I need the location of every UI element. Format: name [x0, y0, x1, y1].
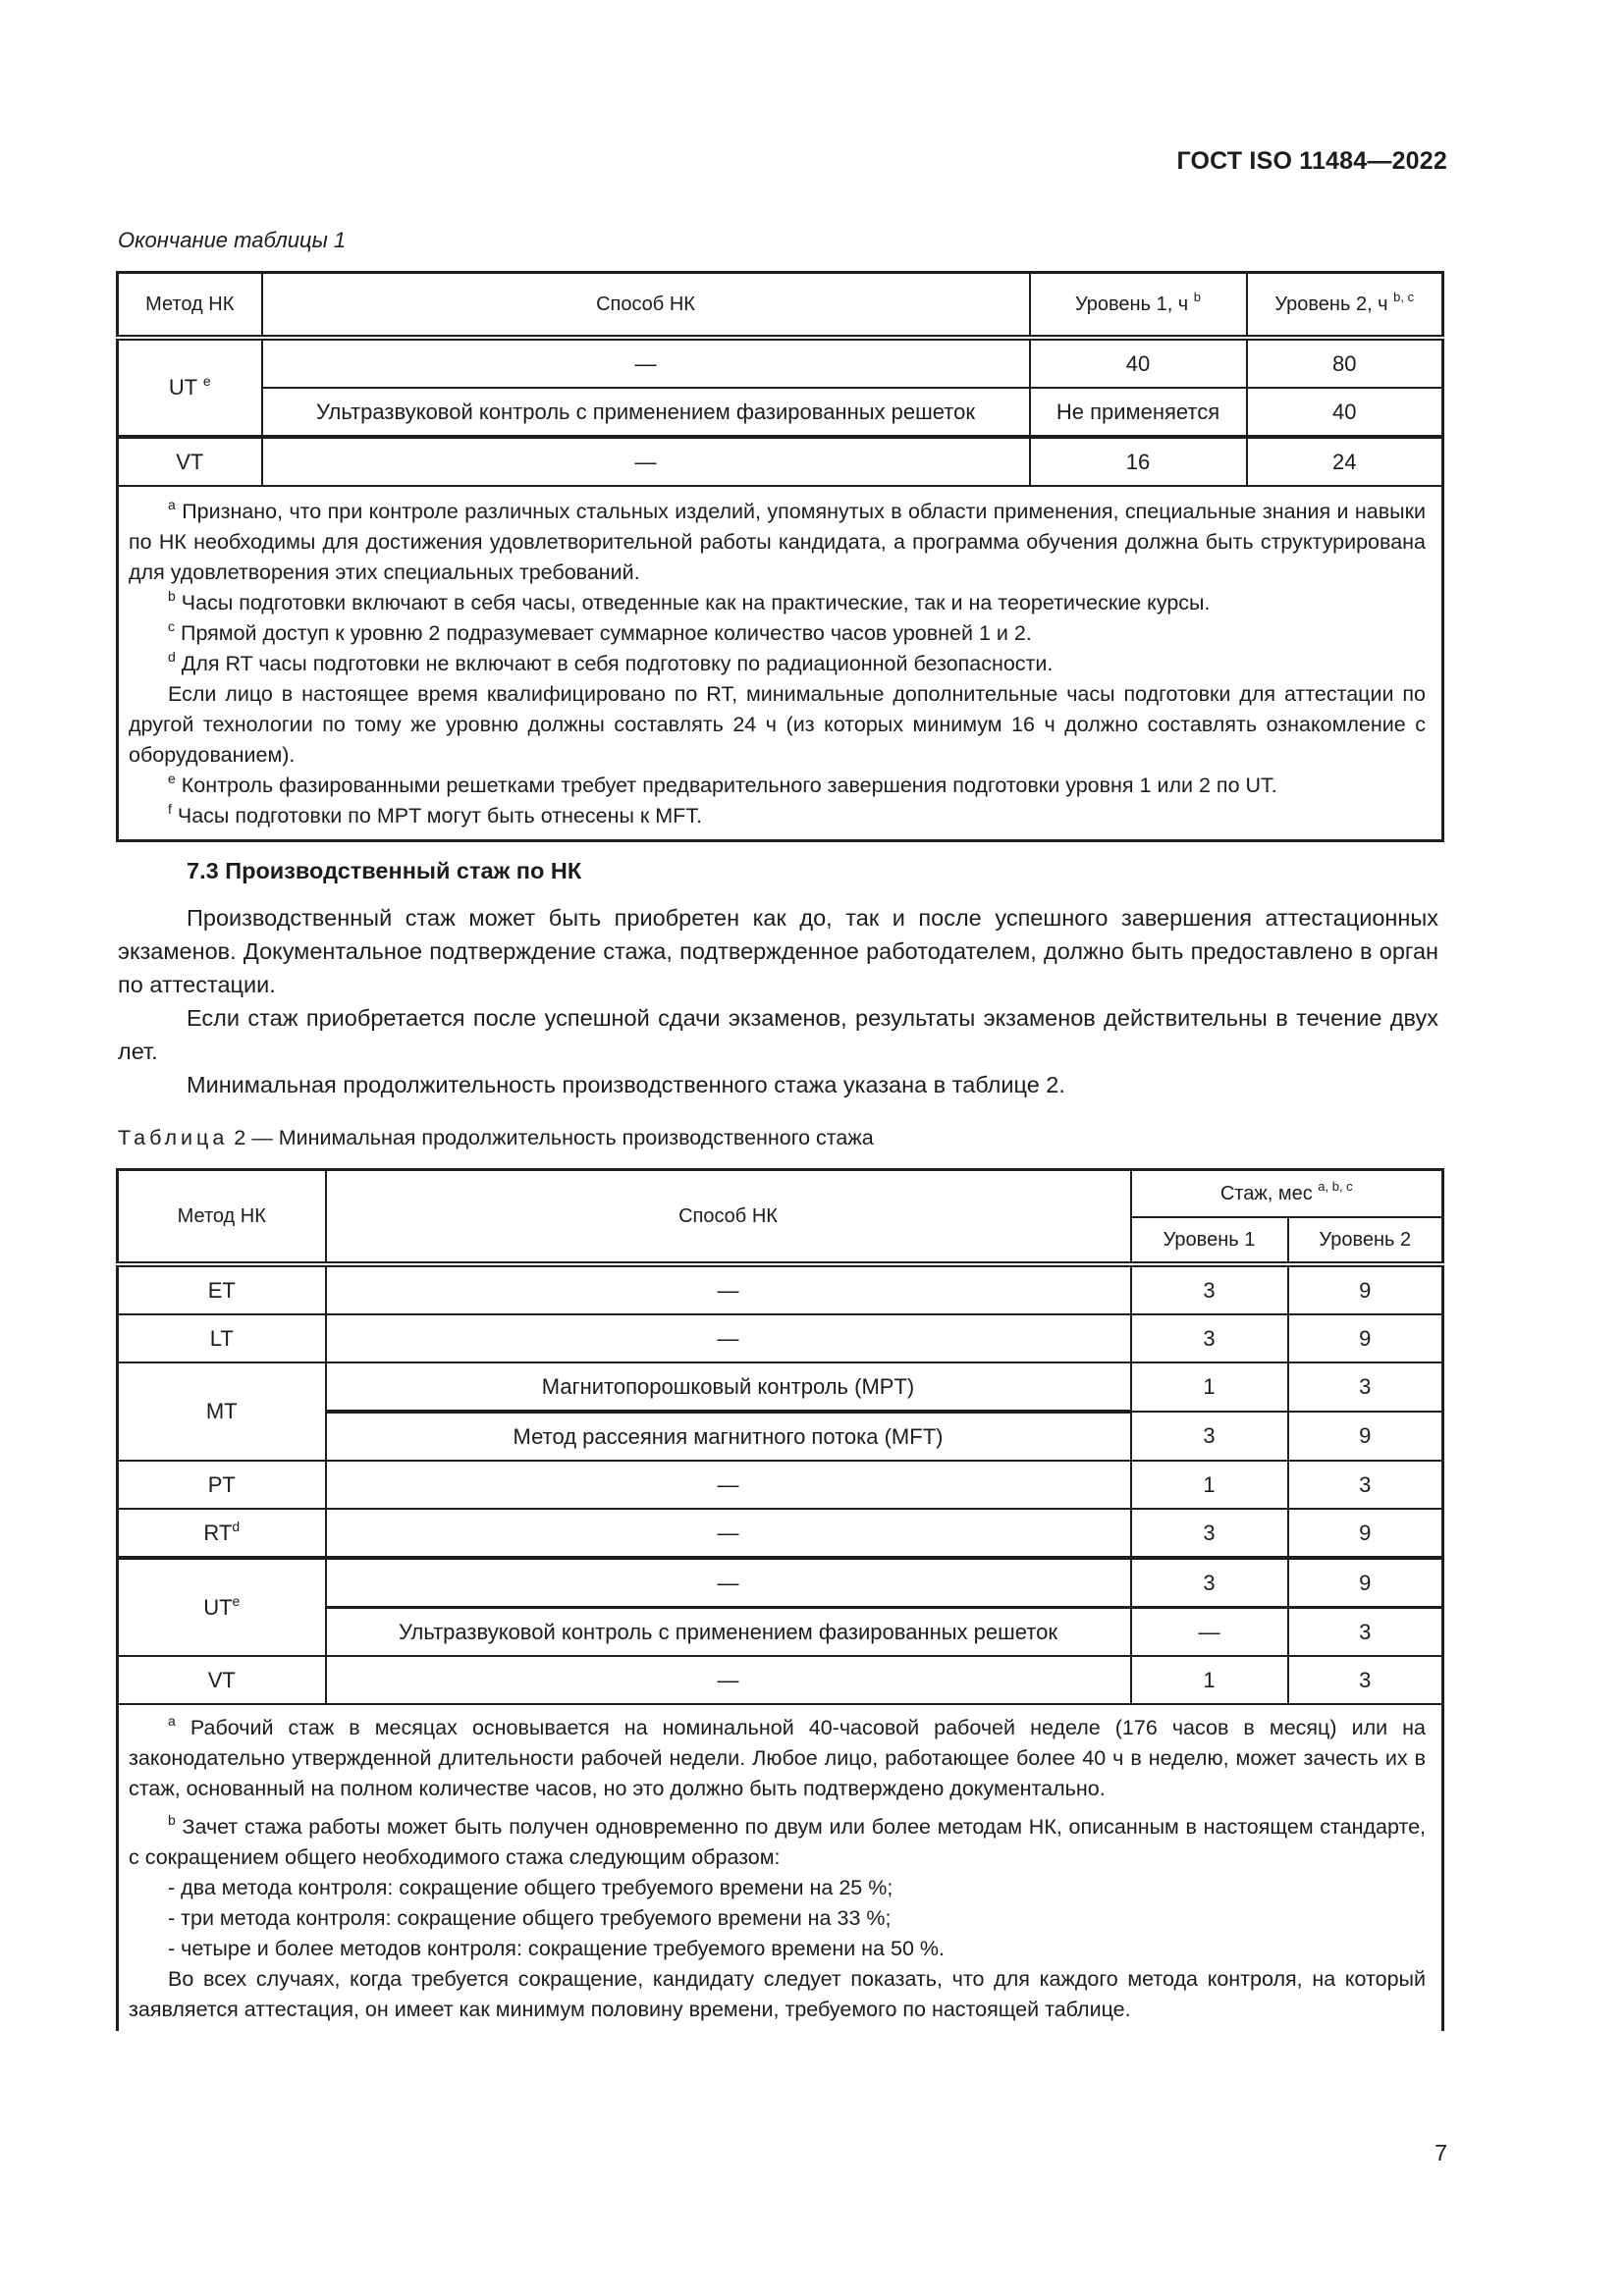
col-header-technique: Способ НК — [326, 1170, 1131, 1265]
footnote-mark: a — [168, 497, 176, 512]
cell-method: ET — [118, 1264, 326, 1314]
cell-method — [118, 1509, 326, 1558]
col-header-level1: Уровень 1 — [1131, 1217, 1288, 1264]
col-header-technique — [262, 273, 1030, 339]
footnote-ref: b — [1193, 289, 1202, 304]
table-row — [118, 388, 1443, 437]
cell-level1: 3 — [1131, 1314, 1288, 1362]
header-label: Уровень 1, ч — [1074, 293, 1189, 315]
footnote-mark: d — [168, 649, 176, 665]
footnote-mark: c — [168, 618, 175, 634]
col-header-level2: Уровень 2 — [1288, 1217, 1443, 1264]
caption-title: 2 — Минимальная продолжительность производственного стажа — [228, 1126, 874, 1149]
cell-technique: — — [262, 338, 1030, 388]
footnote-ref: e — [232, 1592, 241, 1609]
col-header-level1 — [1030, 273, 1247, 339]
cell-technique: Метод рассеяния магнитного потока (MFT) — [326, 1412, 1131, 1461]
cell-level1: 3 — [1131, 1509, 1288, 1558]
footnote-ref: b, c — [1393, 289, 1415, 304]
cell-method: LT — [118, 1314, 326, 1362]
table-row — [118, 1509, 1443, 1558]
cell-level1: 3 — [1131, 1264, 1288, 1314]
col-header-method — [118, 273, 262, 339]
cell-level2: 3 — [1288, 1461, 1443, 1509]
footnote-a — [129, 1713, 1426, 1804]
table-notes-row — [118, 1704, 1443, 2031]
table-header-row — [118, 1170, 1443, 1218]
cell-level2: 9 — [1288, 1558, 1443, 1608]
cell-technique: — — [326, 1509, 1131, 1558]
caption-label: Таблица — [118, 1126, 229, 1149]
footnote-d — [129, 649, 1426, 679]
cell-level1: 1 — [1131, 1362, 1288, 1412]
cell-level1: 1 — [1131, 1656, 1288, 1704]
cell-level2: 9 — [1288, 1264, 1443, 1314]
paragraph: Производственный стаж может быть приобретен как до, так и после успешного завершения аттестационных экзаменов. Документальное подтверждение стажа, подтвержденное работодателем, должно быть предоставлено в орган по аттестации. — [118, 905, 1438, 997]
paragraph: Минимальная продолжительность производственного стажа указана в таблице 2. — [187, 1072, 1065, 1097]
cell-level2: 9 — [1288, 1509, 1443, 1558]
footnote-text: Зачет стажа работы может быть получен одновременно по двум или более методам НК, описанным в настоящем стандарте, с сокращением общего необходимого стажа следующим образом: — [129, 1815, 1427, 1869]
cell-technique: Ультразвуковой контроль с применением фазированных решеток — [326, 1608, 1131, 1657]
table-row — [118, 1558, 1443, 1608]
cell-level1: 40 — [1030, 338, 1247, 388]
footnote-text: Для RT часы подготовки не включают в себя подготовку по радиационной безопасности. — [181, 652, 1054, 675]
cell-technique: — — [326, 1461, 1131, 1509]
footnote-ref: e — [202, 373, 211, 389]
footnote-mark: a — [168, 1713, 176, 1729]
list-item: - два метода контроля: сокращение общего требуемого времени на 25 %; — [168, 1876, 893, 1899]
table-1-training-hours — [116, 271, 1444, 842]
cell-level1: 3 — [1131, 1412, 1288, 1461]
col-header-level2 — [1247, 273, 1443, 339]
table1-continuation-caption: Окончание таблицы 1 — [118, 228, 347, 252]
footnote-mark: b — [168, 588, 176, 604]
table-row — [118, 437, 1443, 486]
footnote-text: Рабочий стаж в месяцах основывается на номинальной 40-часовой рабочей неделе (176 часов в месяц) или на законодательно утвержденной длительности рабочей недели. Любое лицо, работающее более 40 ч в неделю, может зачесть их в стаж, основанный на полном количестве часов, но это должно быть подтверждено документально. — [129, 1716, 1427, 1800]
footnote-text: Часы подготовки по MPT могут быть отнесены к MFT. — [177, 804, 703, 828]
paragraph: Если стаж приобретается после успешной сдачи экзаменов, результаты экзаменов действительны в течение двух лет. — [118, 1005, 1438, 1064]
cell-technique: — — [326, 1558, 1131, 1608]
cell-technique: Магнитопорошковый контроль (MPT) — [326, 1362, 1131, 1412]
header-label: Уровень 2, ч — [1274, 293, 1388, 315]
table2-caption — [118, 1126, 874, 1150]
cell-technique: — — [326, 1656, 1131, 1704]
list-item: - три метода контроля: сокращение общего требуемого времени на 33 %; — [168, 1906, 892, 1930]
header-label: Способ НК — [596, 293, 695, 315]
document-id-header: ГОСТ ISO 11484—2022 — [1176, 147, 1447, 175]
cell-method: VT — [118, 1656, 326, 1704]
cell-method — [118, 1558, 326, 1656]
section-heading: 7.3 Производственный стаж по НК — [187, 858, 582, 883]
footnote-d-continued — [129, 679, 1426, 771]
method-code: RT — [203, 1520, 233, 1545]
cell-level1: — — [1131, 1608, 1288, 1657]
cell-method: PT — [118, 1461, 326, 1509]
footnote-a — [129, 497, 1426, 588]
footnote-b — [129, 588, 1426, 618]
cell-level2: 40 — [1247, 388, 1443, 437]
table-row — [118, 1264, 1443, 1314]
method-code: UT — [203, 1594, 233, 1620]
header-label: Метод НК — [145, 293, 235, 315]
method-code: UT — [168, 375, 197, 400]
table-2-experience — [116, 1168, 1444, 2031]
footnote-c — [129, 618, 1426, 649]
table-row — [118, 1461, 1443, 1509]
footnote-ref: a, b, c — [1318, 1178, 1353, 1194]
footnote-text: Признано, что при контроле различных стальных изделий, упомянутых в области применения, специальные знания и навыки по НК необходимы для достижения удовлетворительной работы кандидата, а программа обучения должна быть структурирована для удовлетворения этих специальных требований. — [129, 500, 1426, 584]
footnote-e — [129, 771, 1426, 801]
table-row — [118, 1314, 1443, 1362]
footnote-b-closing: Во всех случаях, когда требуется сокращение, кандидату следует показать, что для каждого метода контроля, на который заявляется аттестация, он имеет как минимум половину времени, требуемого по настоящей таблице. — [129, 1967, 1427, 2021]
cell-method: MT — [118, 1362, 326, 1461]
header-label: Стаж, мес — [1219, 1182, 1313, 1204]
footnote-text: Прямой доступ к уровню 2 подразумевает суммарное количество часов уровней 1 и 2. — [180, 621, 1032, 645]
cell-level1: 1 — [1131, 1461, 1288, 1509]
footnote-f — [129, 801, 1426, 831]
cell-level2: 3 — [1288, 1608, 1443, 1657]
cell-technique: — — [326, 1314, 1131, 1362]
footnote-text: Контроль фазированными решетками требует предварительного завершения подготовки уровня 1 или 2 по UT. — [181, 774, 1277, 797]
table-row — [118, 338, 1443, 388]
footnote-text: Если лицо в настоящее время квалифицировано по RT, минимальные дополнительные часы подготовки для аттестации по другой технологии по тому же уровню должны составлять 24 ч (из которых минимум 16 ч должно составлять ознакомление с оборудованием). — [129, 682, 1426, 767]
footnote-mark: e — [168, 771, 176, 786]
page-number: 7 — [1435, 2140, 1447, 2165]
cell-level1: Не применяется — [1030, 388, 1247, 437]
cell-level2: 24 — [1247, 437, 1443, 486]
col-header-method: Метод НК — [118, 1170, 326, 1265]
footnote-mark: f — [168, 801, 172, 817]
cell-level2: 9 — [1288, 1314, 1443, 1362]
cell-level2: 80 — [1247, 338, 1443, 388]
section-7-3 — [118, 854, 1438, 1101]
table2-footnotes — [118, 1704, 1443, 2031]
cell-level2: 9 — [1288, 1412, 1443, 1461]
footnote-ref: d — [232, 1518, 241, 1534]
cell-level1: 3 — [1131, 1558, 1288, 1608]
footnote-b — [129, 1812, 1426, 1873]
cell-technique: — — [262, 437, 1030, 486]
table-row — [118, 1362, 1443, 1412]
cell-level1: 16 — [1030, 437, 1247, 486]
table1-footnotes — [118, 486, 1443, 841]
table-row — [118, 1656, 1443, 1704]
cell-technique: — — [326, 1264, 1131, 1314]
list-item: - четыре и более методов контроля: сокращение требуемого времени на 50 %. — [168, 1937, 945, 1960]
table-header-row — [118, 273, 1443, 339]
cell-level2: 3 — [1288, 1656, 1443, 1704]
cell-method — [118, 338, 262, 437]
col-header-experience-group — [1131, 1170, 1443, 1218]
footnote-mark: b — [168, 1812, 176, 1828]
cell-method: VT — [118, 437, 262, 486]
cell-level2: 3 — [1288, 1362, 1443, 1412]
table-notes-row — [118, 486, 1443, 841]
cell-technique: Ультразвуковой контроль с применением фазированных решеток — [262, 388, 1030, 437]
footnote-text: Часы подготовки включают в себя часы, отведенные как на практические, так и на теоретические курсы. — [181, 591, 1211, 614]
